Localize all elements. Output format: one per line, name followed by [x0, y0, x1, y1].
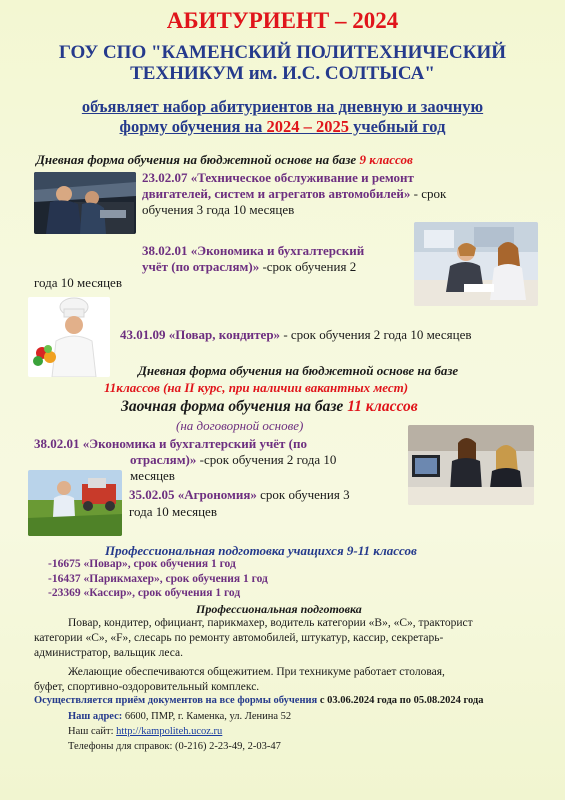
- announcement-line2: [0, 117, 565, 137]
- prof-training-line: категории «С», «F», слесарь по ремонту автомобилей, штукатур, кассир, секретарь-: [34, 632, 444, 644]
- program-accounting-corr-title-2: отраслям)»: [130, 452, 197, 467]
- org-name-line2: ТЕХНИКУМ им. И.С. СОЛТЫСА": [130, 63, 435, 84]
- program-accounting-day-title: 38.02.01 «Экономика и бухгалтерский: [142, 243, 365, 258]
- prof-training-line: Повар, кондитер, официант, парикмахер, водитель категории «В», «С», тракторист: [68, 617, 473, 629]
- site-link[interactable]: http://kampolitеh.ucoz.ru: [116, 726, 223, 737]
- prof-students-item: -16675 «Повар», срок обучения 1 год: [48, 558, 236, 570]
- site-label: Наш сайт:: [68, 726, 117, 737]
- page-title: АБИТУРИЕНТ – 2024: [166, 8, 399, 33]
- photo-chef: [28, 297, 110, 377]
- admission-label: Осуществляется приём документов на все формы обучения: [34, 695, 320, 706]
- announcement-text-end: учебный год: [348, 117, 446, 136]
- academic-years: 2024 – 2025: [266, 117, 349, 136]
- address-value: 6600, ПМР, г. Каменка, ул. Ленина 52: [122, 711, 292, 722]
- dormitory-line: буфет, спортивно-оздоровительный комплекс.: [34, 681, 260, 693]
- program-auto-repair: [142, 170, 446, 218]
- program-cook: [120, 327, 472, 343]
- org-name-line1: ГОУ СПО "КАМЕНСКИЙ ПОЛИТЕХНИЧЕСКИЙ: [58, 42, 507, 63]
- program-auto-repair-title: 23.02.07 «Техническое обслуживание и ремонт: [142, 170, 414, 185]
- prof-students-item: -16437 «Парикмахер», срок обучения 1 год: [48, 572, 268, 585]
- correspondence-heading: Заочная форма обучения на базе 11 классов: [121, 398, 418, 415]
- announcement-text: форму обучения на: [119, 117, 267, 136]
- photo-accounting: [414, 222, 538, 306]
- admission-period: с 03.06.2024 года по 05.08.2024 года: [319, 695, 484, 706]
- prof-students-heading: Профессиональная подготовка учащихся 9-11 классов: [105, 543, 417, 558]
- program-auto-repair-duration: обучения 3 года 10 месяцев: [142, 202, 295, 217]
- org-name: [0, 42, 565, 84]
- announcement: [0, 97, 565, 137]
- program-accounting-day: [34, 243, 364, 291]
- prof-students-item: -23369 «Кассир», срок обучения 1 год: [48, 587, 241, 599]
- announcement-line1: объявляет набор абитуриентов на дневную и заочную: [81, 97, 484, 116]
- address-label: Наш адрес:: [68, 711, 123, 722]
- program-accounting-day-term: -срок обучения 2: [259, 259, 357, 274]
- prof-training-heading: Профессиональная подготовка: [196, 602, 362, 616]
- photo-agronomy: [28, 470, 122, 536]
- program-agronomy-term: срок обучения 3: [256, 487, 350, 502]
- address-line: [68, 709, 291, 724]
- prof-training-text: [34, 616, 473, 695]
- program-auto-repair-title-2: двигателей, систем и агрегатов автомобилей»: [142, 186, 411, 201]
- program-agronomy-title: 35.02.05 «Агрономия»: [129, 487, 257, 502]
- site-line: [68, 724, 291, 739]
- program-agronomy: [129, 486, 350, 520]
- photo-students: [408, 425, 534, 505]
- day11-heading: Дневная форма обучения на бюджетной основе на базе: [138, 363, 459, 378]
- program-agronomy-duration: года 10 месяцев: [129, 504, 217, 519]
- program-auto-repair-term: - срок: [410, 186, 447, 201]
- day9-heading-base: 9 классов: [359, 152, 413, 167]
- program-accounting-corr-duration: месяцев: [130, 468, 175, 483]
- day9-heading: Дневная форма обучения на бюджетной основе на базе 9 классов: [36, 152, 413, 167]
- program-cook-title: 43.01.09 «Повар, кондитер»: [120, 327, 281, 342]
- photo-mechanics: [34, 172, 136, 234]
- program-accounting-corr-title: 38.02.01 «Экономика и бухгалтерский учёт (по: [34, 436, 308, 451]
- program-accounting-day-title-2: учёт (по отраслям)»: [142, 259, 260, 274]
- correspondence-heading-base: 11 классов: [347, 398, 418, 415]
- prof-training-line: администратор, вальщик леса.: [34, 647, 183, 659]
- program-cook-term: - срок обучения 2 года 10 месяцев: [280, 327, 472, 342]
- program-accounting-corr-term: -срок обучения 2 года 10: [196, 452, 337, 467]
- dormitory-line: Желающие обеспечиваются общежитием. При техникуме работает столовая,: [68, 666, 445, 678]
- phones-line: Телефоны для справок: (0-216) 2-23-49, 2-03-47: [68, 741, 281, 752]
- prof-students-list: [48, 557, 268, 601]
- program-accounting-day-duration: года 10 месяцев: [34, 275, 122, 290]
- day11-subheading: 11классов (на II курс, при наличии вакантных мест): [104, 380, 409, 395]
- contacts: [68, 709, 291, 754]
- correspondence-note: (на договорной основе): [176, 418, 304, 433]
- admission-dates: [34, 695, 483, 706]
